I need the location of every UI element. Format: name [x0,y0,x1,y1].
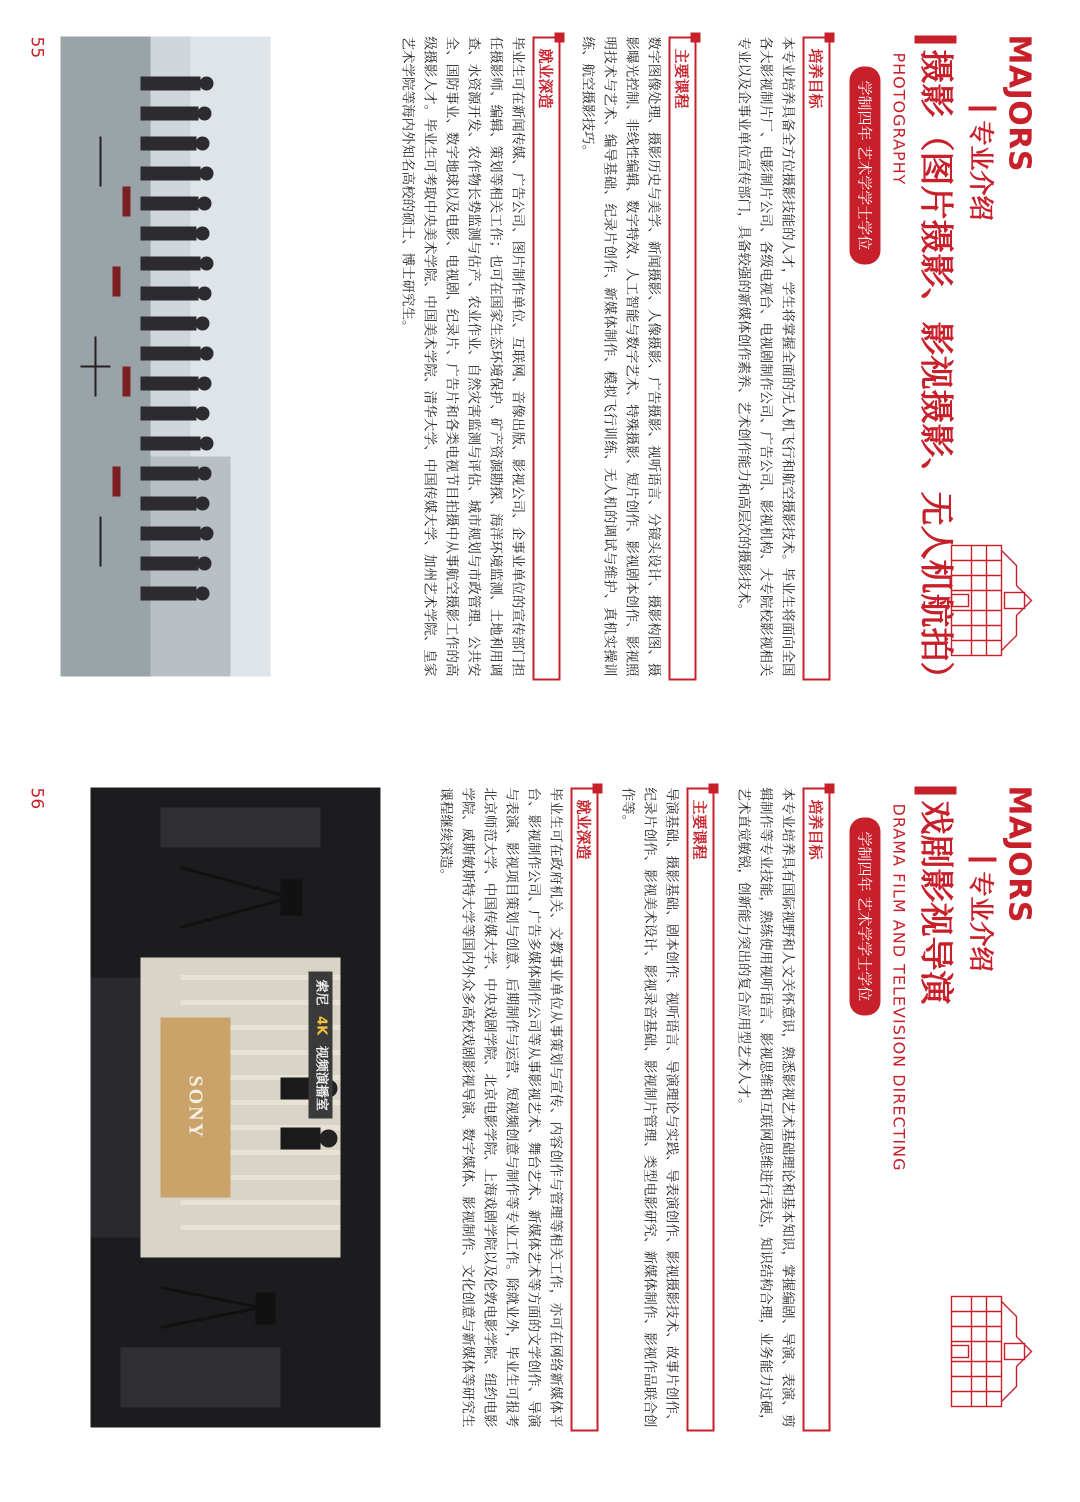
section-heading-goals [802,787,830,1431]
section-text-goals: 本专业培养具备全方位摄影技能的人才，学生将掌握全面的无人机飞行和航空摄影技术。毕业生将面向全国各大影视制片厂、电影制片公司、各级电视台、电视剧制作公司、广告公司、影视机构、大专院校影视相关专业以及企事业单位宣传部门，具备较强的新媒体创作素养、艺术创作能力和高层次的摄影技术。 [735,36,795,676]
studio-sign-brand: 索尼 [313,979,328,1006]
section-flag-icon [824,32,834,42]
section-flag-icon [824,783,834,793]
majors-heading: MAJORS [1001,34,1036,172]
section-heading-careers [570,787,598,1431]
english-title: PHOTOGRAPHY [889,52,908,185]
english-title: DRAMA FILM AND TELEVISION DIRECTING [889,803,908,1172]
page-title: 戏剧影视导演 [914,786,956,1004]
section-flag-icon [708,783,718,793]
section-flag-icon [690,32,700,42]
section-heading-label: 就业深造 [536,48,554,109]
section-heading-label: 主要课程 [672,48,690,109]
studio-sign-label: 视频演播室 [313,1045,328,1111]
studio-sign-4k: 4K [313,1015,328,1035]
studio-photo-graphic [90,787,380,1427]
section-text-goals: 本专业培养具有国际视野和人文关怀意识，熟悉影视艺术基础理论和基本知识，掌握编剧、导演、表演、剪辑制作等专业技能，熟练使用视听语言、影视思维和互联网思维进行表达，知识结构合理，业务能力过硬，艺术直觉敏锐，创新能力突出的复合应用型艺术人才。 [735,787,795,1427]
page-number: 56 [26,787,46,809]
section-heading-label: 就业深造 [574,799,592,860]
building-logo-icon [946,540,1046,660]
studio-sign [308,971,332,1118]
page-title: 摄影（图片摄影、影视摄影、无人机航拍） [914,35,956,695]
section-text-courses: 数字图像处理、摄影历史与美学、新闻摄影、人像摄影、广告摄影、视听语言、分镜头设计、摄影构图、摄影曝光控制、非线性编辑、数字特效、人工智能与数字艺术、特殊摄影、短片创作、影视剧本创作、影视照明技术与艺术、编导基础、纪录片创作、新媒体制作、模拟飞行训练、无人机的调试与维护、真机实操训练、航空摄影技巧。 [579,36,661,676]
section-text-careers: 毕业生可在新闻传媒、广告公司、图片制作单位、互联网、音像出版、影视公司、企事业单位的宣传部门担任摄影师、编辑、策划等相关工作；也可在国家生态环境保护、矿产资源勘探、海洋环境监测、土地利用调查、水资源开发、农作物长势监测与估产、农业作业、自然灾害监测与评估、城市规划与市政管理、公共安全、国防事业、数字地球以及电影、电视剧、纪录片、广告片和各类电视节目拍摄中从事航空摄影工作的高级摄影人才。毕业生可考取中央美术学院、中国美术学院、清华大学、中国传媒大学、加州艺术学院、皇家艺术学院等海内外知名高校的硕士、博士研究生。 [399,36,525,676]
section-flag-icon [554,32,564,42]
building-logo-icon [946,1291,1046,1411]
heading-divider [968,857,996,861]
rotated-page-content [0,751,1080,1502]
studio-photo [90,787,380,1427]
degree-badge: 学制四年 艺术学学士学位 [849,66,880,264]
majors-subheading: 专业介绍 [966,871,995,972]
heading-divider [968,106,996,110]
section-heading-careers [532,36,560,680]
degree-badge: 学制四年 艺术学学士学位 [849,817,880,1015]
section-heading-label: 培养目标 [806,799,824,860]
majors-subheading: 专业介绍 [966,120,995,221]
group-photo-drones [60,36,270,676]
section-heading-label: 主要课程 [690,799,708,860]
majors-heading: MAJORS [1001,785,1036,923]
section-heading-label: 培养目标 [806,48,824,109]
section-heading-courses [668,36,696,680]
section-heading-goals [802,36,830,680]
section-heading-courses [686,787,714,1431]
section-text-courses: 导演基础、摄影基础、剧本创作、视听语言、导演理论与实践、导表演创作、影视摄影技术、故事片创作、纪录片创作、影视美术设计、影视录音基础、影视制片管理、类型电影研究、新媒体制作、影视作品联合创作等。 [619,787,679,1427]
page-number: 55 [26,36,46,58]
brochure-page-56 [0,751,1080,1502]
sony-logo: SONY [184,1075,206,1139]
section-flag-icon [592,783,602,793]
section-text-careers: 毕业生可在政府机关、文教事业单位从事策划与宣传、内容创作与管理等相关工作，亦可在网络新媒体平台、影视制作公司、广告多媒体制作公司等从事影视艺术、舞台艺术、新媒体艺术等方面的文学创作、导演与表演、影视项目策划与创意、后期制作与运营、短视频创意与制作等专业工作。除就业外，毕业生可报考北京师范大学、中国传媒大学、中央戏剧学院、北京电影学院、上海戏剧学院以及伦敦电影学院、纽约电影学院、威斯敏斯特大学等国内外众多高校戏剧影视导演、数字媒体、影视制作、文化创意与新媒体等研究生课程继续深造。 [437,787,563,1427]
